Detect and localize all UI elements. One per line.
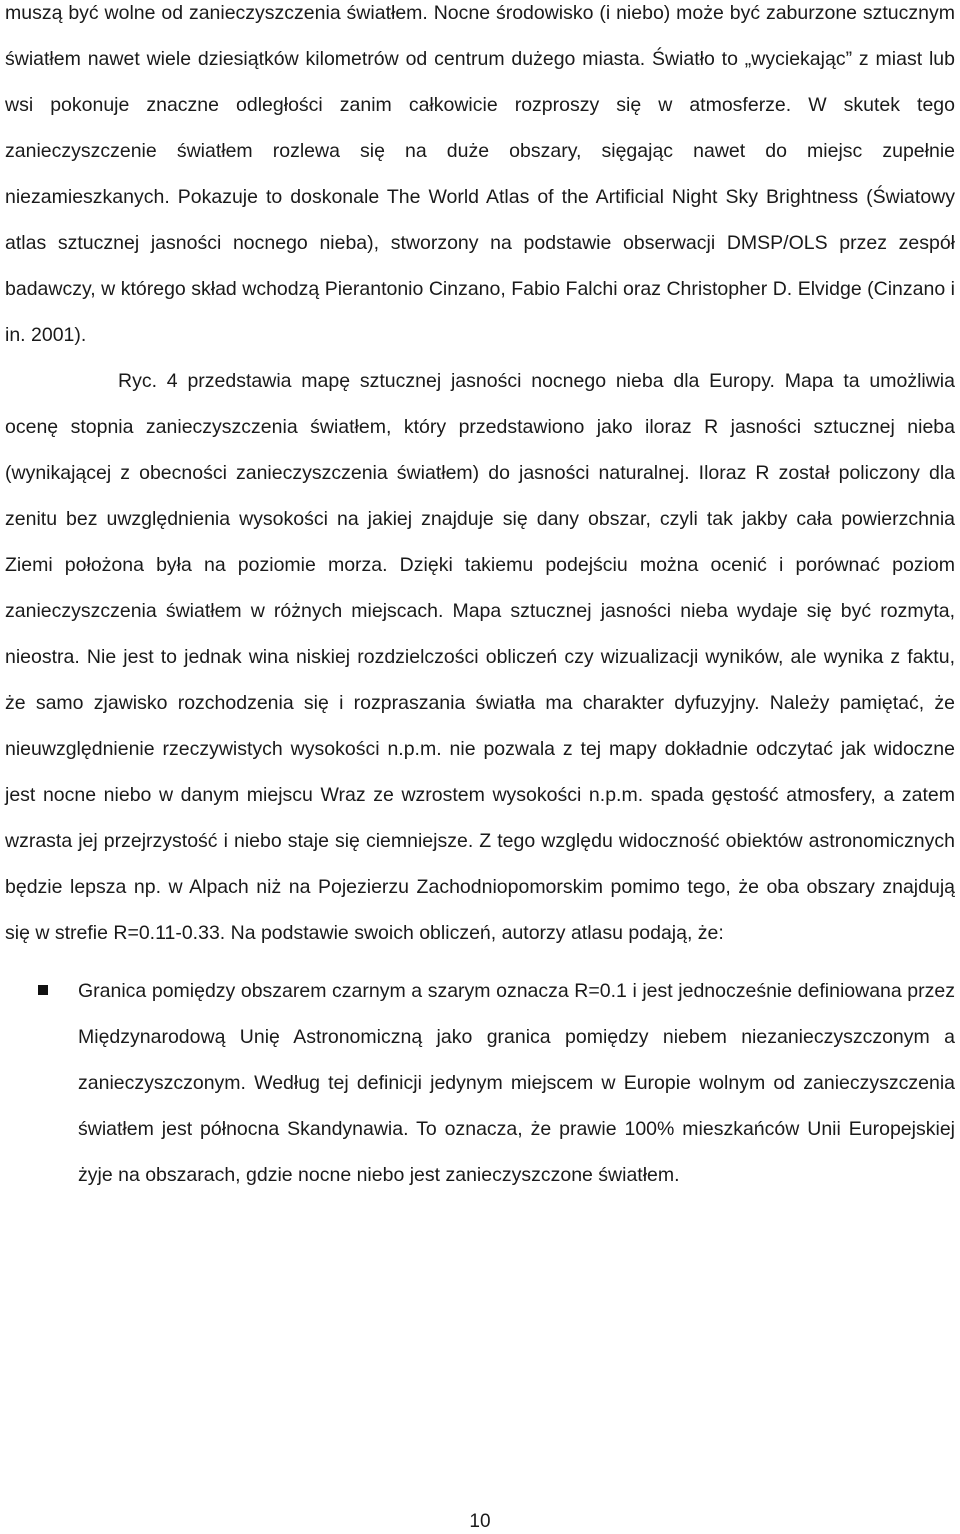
document-page	[5, 0, 955, 1198]
list-item	[5, 968, 955, 1198]
bullet-list	[5, 968, 955, 1198]
list-item-text: Granica pomiędzy obszarem czarnym a szarym oznacza R=0.1 i jest jednocześnie definiowana przez Międzynarodową Unię Astronomiczną jako granica pomiędzy niebem niezanieczyszczonym a zanieczyszczonym. Według tej definicji jedynym miejscem w Europie wolnym od zanieczyszczenia światłem jest północna Skandynawia. To oznacza, że prawie 100% mieszkańców Unii Europejskiej żyje na obszarach, gdzie nocne niebo jest zanieczyszczone światłem.	[78, 980, 955, 1186]
page-number: 10	[469, 1511, 491, 1532]
square-bullet-icon	[38, 985, 48, 995]
paragraph-map-description: Ryc. 4 przedstawia mapę sztucznej jasności nocnego nieba dla Europy. Mapa ta umożliwia ocenę stopnia zanieczyszczenia światłem, który przedstawiono jako iloraz R jasności sztucznej nieba (wynikającej z obecności zanieczyszczenia światłem) do jasności naturalnej. Iloraz R został policzony dla zenitu bez uwzględnienia wysokości na jakiej znajduje się dany obszar, czyli tak jakby cała powierzchnia Ziemi położona była na poziomie morza. Dzięki takiemu podejściu można ocenić i porównać poziom zanieczyszczenia światłem w różnych miejscach. Mapa sztucznej jasności nieba wydaje się być rozmyta, nieostra. Nie jest to jednak wina niskiej rozdzielczości obliczeń czy wizualizacji wyników, ale wynika z faktu, że samo zjawisko rozchodzenia się i rozpraszania światła ma charakter dyfuzyjny. Należy pamiętać, że nieuwzględnienie rzeczywistych wysokości n.p.m. nie pozwala z tej mapy dokładnie odczytać jak widoczne jest nocne niebo w danym miejscu Wraz ze wzrostem wysokości n.p.m. spada gęstość atmosfery, a zatem wzrasta jej przejrzystość i niebo staje się ciemniejsze. Z tego względu widoczność obiektów astronomicznych będzie lepsza np. w Alpach niż na Pojezierzu Zachodniopomorskim pomimo tego, że oba obszary znajdują się w strefie R=0.11-0.33. Na podstawie swoich obliczeń, autorzy atlasu podają, że:	[5, 370, 955, 944]
paragraph-intro: muszą być wolne od zanieczyszczenia światłem. Nocne środowisko (i niebo) może być zaburzone sztucznym światłem nawet wiele dziesiątków kilometrów od centrum dużego miasta. Światło to „wyciekając” z miast lub wsi pokonuje znaczne odległości zanim całkowicie rozproszy się w atmosferze. W skutek tego zanieczyszczenie światłem rozlewa się na duże obszary, sięgając nawet do miejsc zupełnie niezamieszkanych. Pokazuje to doskonale The World Atlas of the Artificial Night Sky Brightness (Światowy atlas sztucznej jasności nocnego nieba), stworzony na podstawie obserwacji DMSP/OLS przez zespół badawczy, w którego skład wchodzą Pierantonio Cinzano, Fabio Falchi oraz Christopher D. Elvidge (Cinzano i in. 2001).	[5, 2, 955, 346]
